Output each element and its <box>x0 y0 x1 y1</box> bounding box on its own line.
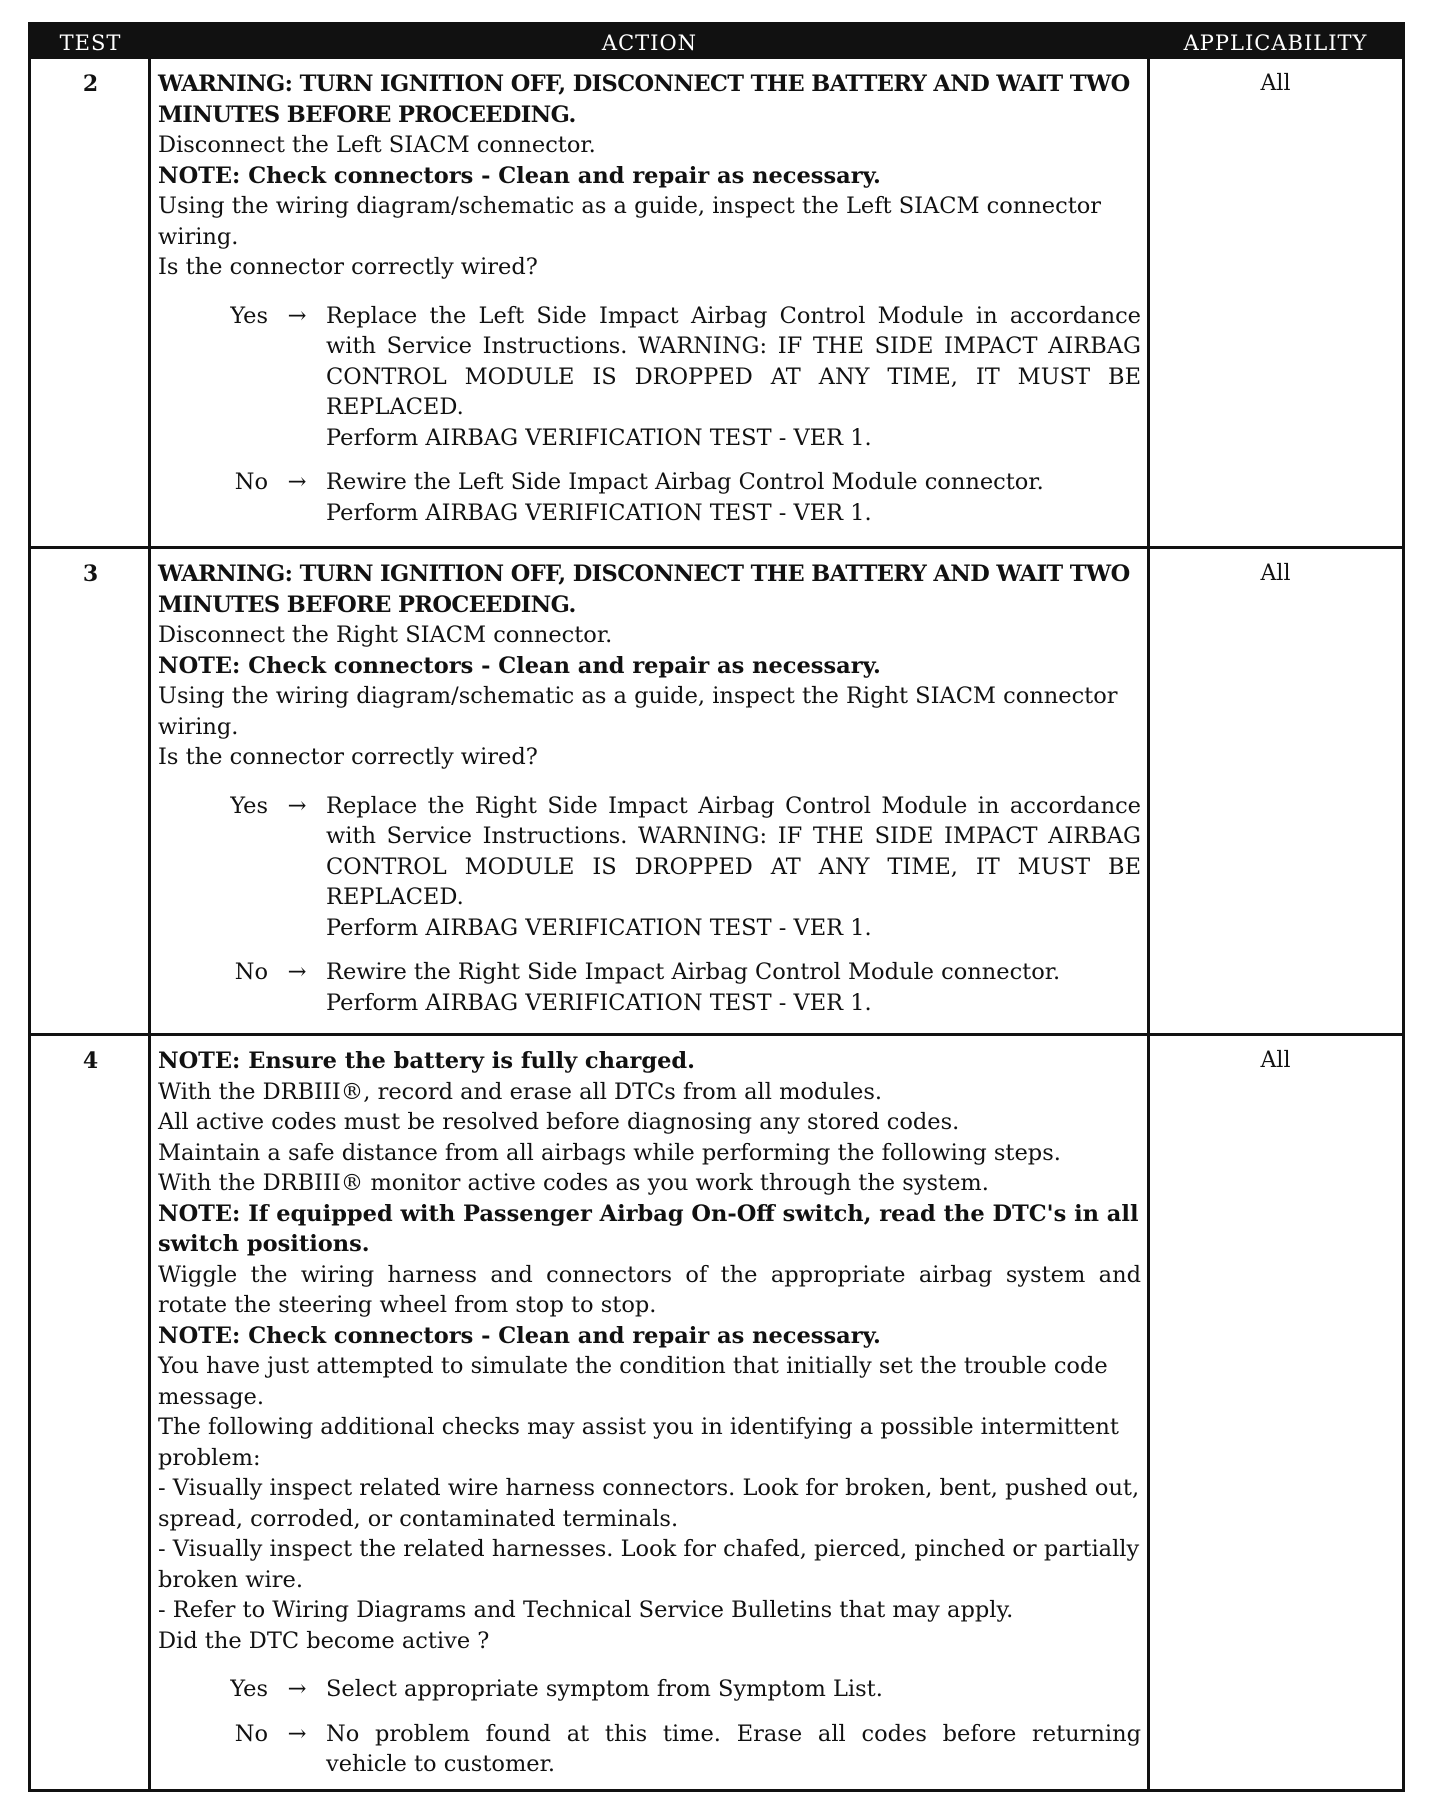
answer-yes <box>158 791 1141 944</box>
instruction-text: - Visually inspect related wire harness connectors. Look for broken, bent, pushed out, spread, corroded, or contaminated terminals. <box>158 1475 1140 1532</box>
header-test: TEST <box>59 31 122 55</box>
answer-no <box>158 957 1141 1018</box>
arrow-icon: → <box>287 302 307 329</box>
applicability-value: All <box>1260 71 1291 96</box>
answer-yes <box>158 1674 1141 1705</box>
answer-text: Perform AIRBAG VERIFICATION TEST - VER 1. <box>326 914 872 941</box>
test-number: 2 <box>82 71 99 97</box>
note-text: NOTE: Check connectors - Clean and repair as necessary. <box>158 1322 881 1349</box>
note-text: NOTE: Check connectors - Clean and repair as necessary. <box>158 162 881 189</box>
instruction-text: - Visually inspect the related harnesses. Look for chafed, pierced, pinched or partially broken wire. <box>158 1536 1140 1593</box>
test-row-3 <box>31 549 1402 1033</box>
answer-label: Yes <box>230 302 268 329</box>
header-action: ACTION <box>601 31 698 55</box>
answer-label: No <box>234 469 268 495</box>
note-text: NOTE: If equipped with Passenger Airbag On-Off switch, read the DTC's in all switch positions. <box>158 1200 1139 1257</box>
test-row-4 <box>31 1036 1402 1789</box>
action-cell <box>150 69 1149 528</box>
answer-text: Replace the Right Side Impact Airbag Control Module in accordance with Service Instructions. WARNING: IF THE SIDE IMPACT AIRBAG CONTROL MODULE IS DROPPED AT ANY TIME, IT MUST BE REPLACED. <box>326 792 1141 910</box>
answer-no <box>158 467 1141 528</box>
answer-label: No <box>234 1720 268 1747</box>
answer-label: Yes <box>230 1676 268 1702</box>
arrow-icon: → <box>287 959 307 985</box>
instruction-text: With the DRBIII® monitor active codes as you work through the system. <box>158 1170 989 1196</box>
question-text: Is the connector correctly wired? <box>158 744 538 770</box>
answer-yes <box>158 301 1141 454</box>
note-text: NOTE: Check connectors - Clean and repair as necessary. <box>158 652 881 679</box>
action-cell <box>150 559 1149 1018</box>
test-number: 4 <box>82 1048 99 1074</box>
arrow-icon: → <box>287 469 307 495</box>
answer-text: Rewire the Right Side Impact Airbag Control Module connector. <box>326 959 1061 985</box>
answer-text: Perform AIRBAG VERIFICATION TEST - VER 1. <box>326 424 872 451</box>
note-text: NOTE: Ensure the battery is fully charged. <box>158 1048 696 1074</box>
question-text: Is the connector correctly wired? <box>158 254 538 280</box>
answer-text: Rewire the Left Side Impact Airbag Control Module connector. <box>326 469 1044 495</box>
arrow-icon: → <box>287 792 307 819</box>
answer-label: No <box>234 959 268 985</box>
test-number: 3 <box>82 561 99 587</box>
diagnostic-table <box>28 22 1405 1792</box>
instruction-text: - Refer to Wiring Diagrams and Technical Service Bulletins that may apply. <box>158 1597 1014 1623</box>
instruction-text: All active codes must be resolved before diagnosing any stored codes. <box>158 1109 960 1135</box>
answer-text: Select appropriate symptom from Symptom List. <box>326 1676 883 1702</box>
arrow-icon: → <box>287 1720 307 1747</box>
answer-text: Perform AIRBAG VERIFICATION TEST - VER 1. <box>326 499 872 526</box>
answer-no <box>158 1719 1141 1780</box>
instruction-text: Using the wiring diagram/schematic as a guide, inspect the Left SIACM connector wiring. <box>158 193 1102 250</box>
instruction-text: Using the wiring diagram/schematic as a guide, inspect the Right SIACM connector wiring. <box>158 683 1118 740</box>
warning-text: WARNING: TURN IGNITION OFF, DISCONNECT THE BATTERY AND WAIT TWO MINUTES BEFORE PROCEEDING. <box>158 71 1130 128</box>
arrow-icon: → <box>287 1676 307 1702</box>
instruction-text: The following additional checks may assist you in identifying a possible intermittent problem: <box>158 1414 1119 1471</box>
instruction-text: Disconnect the Right SIACM connector. <box>158 622 613 648</box>
instruction-text: Maintain a safe distance from all airbags while performing the following steps. <box>158 1139 1061 1166</box>
answer-text: Replace the Left Side Impact Airbag Control Module in accordance with Service Instructions. WARNING: IF THE SIDE IMPACT AIRBAG CONTROL MODULE IS DROPPED AT ANY TIME, IT MUST BE REPLACED. <box>326 302 1141 420</box>
applicability-value: All <box>1260 1048 1291 1073</box>
answer-text: No problem found at this time. Erase all codes before returning vehicle to customer. <box>326 1720 1141 1777</box>
instruction-text: Disconnect the Left SIACM connector. <box>158 132 596 158</box>
header-applicability: APPLICABILITY <box>1183 31 1368 55</box>
answer-label: Yes <box>230 792 268 819</box>
answer-text: Perform AIRBAG VERIFICATION TEST - VER 1. <box>326 989 872 1016</box>
action-cell <box>150 1046 1149 1780</box>
table-header <box>31 25 1402 59</box>
applicability-value: All <box>1260 561 1291 586</box>
test-row-2 <box>31 59 1402 546</box>
instruction-text: You have just attempted to simulate the condition that initially set the trouble code message. <box>158 1353 1108 1410</box>
instruction-text: Wiggle the wiring harness and connectors of the appropriate airbag system and rotate the steering wheel from stop to stop. <box>158 1261 1141 1318</box>
instruction-text: With the DRBIII®, record and erase all DTCs from all modules. <box>158 1078 883 1105</box>
question-text: Did the DTC become active ? <box>158 1627 490 1654</box>
warning-text: WARNING: TURN IGNITION OFF, DISCONNECT THE BATTERY AND WAIT TWO MINUTES BEFORE PROCEEDING. <box>158 561 1130 618</box>
